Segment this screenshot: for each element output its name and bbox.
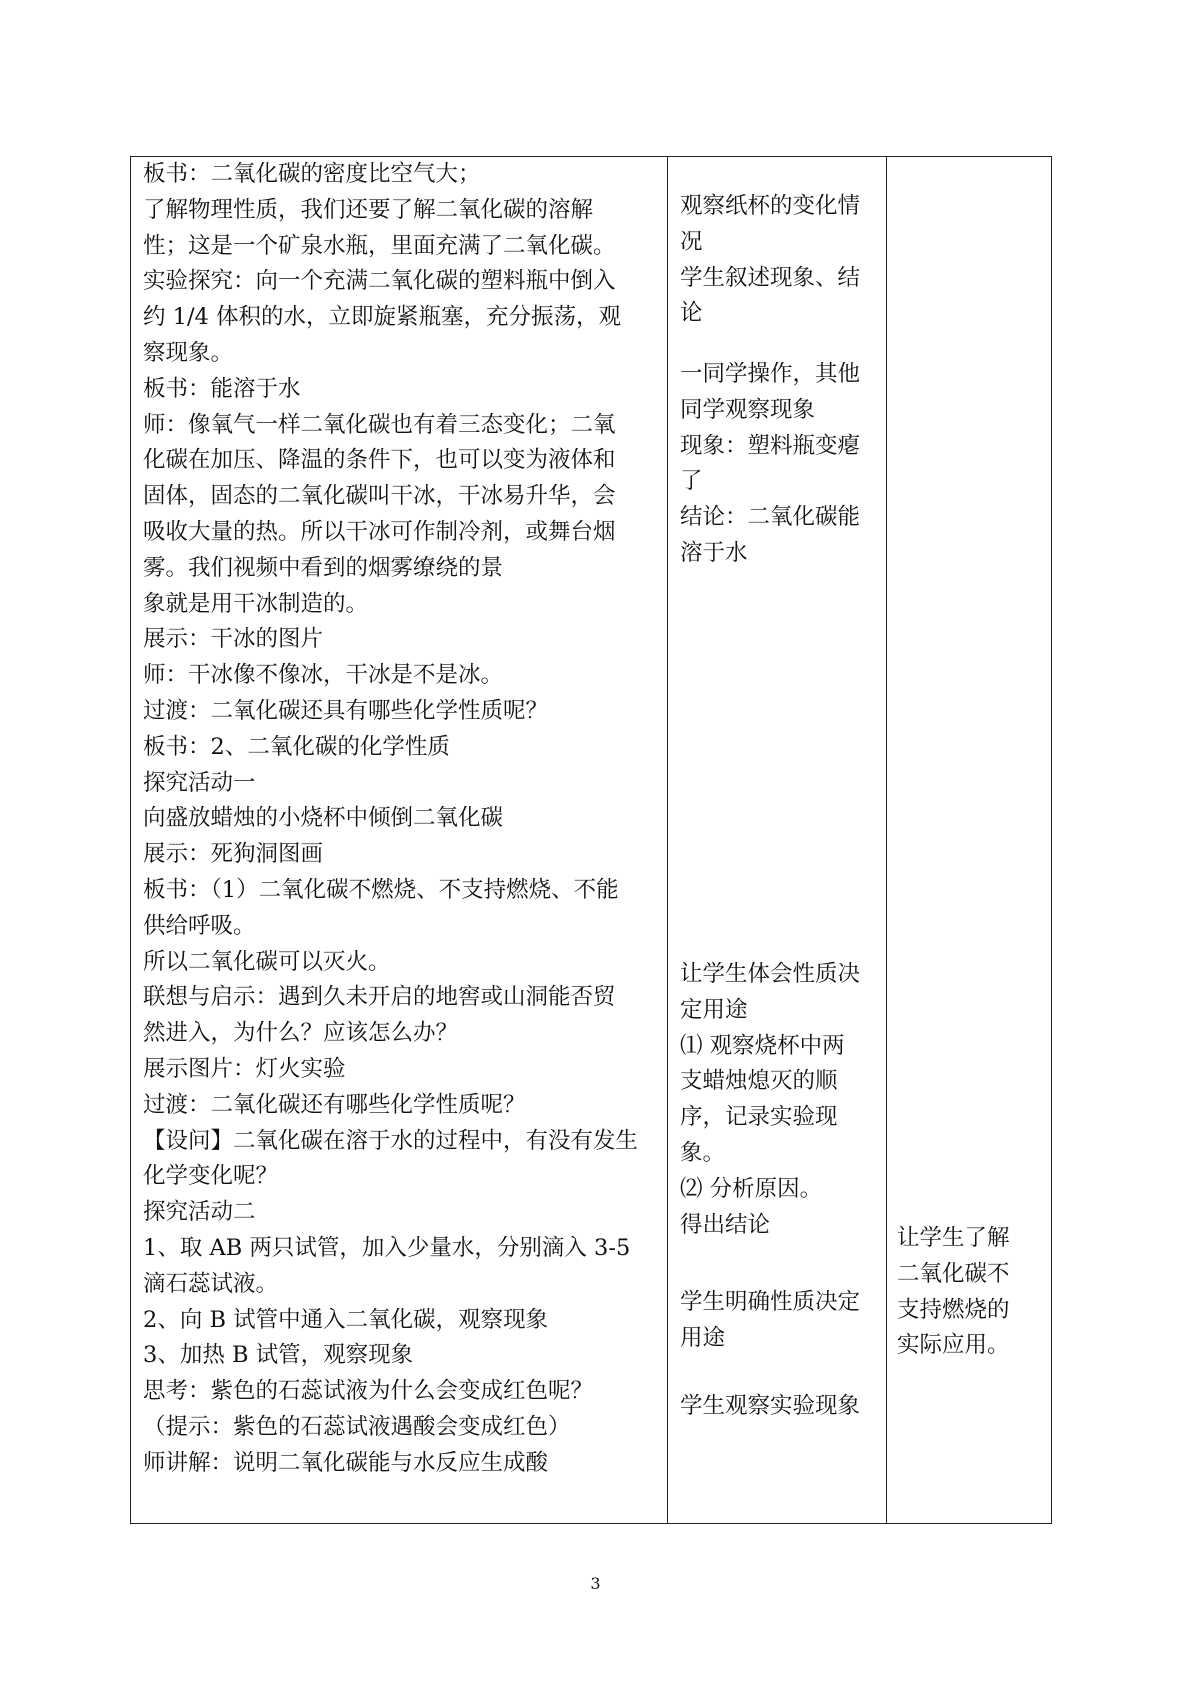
design-intent-text (887, 157, 1051, 1523)
teacher-text-line: 实验探究：向一个充满二氧化碳的塑料瓶中倒入 (143, 268, 616, 295)
student-text-line: 得出结论 (680, 1211, 771, 1238)
teacher-text-line: 板书：2、二氧化碳的化学性质 (143, 733, 450, 760)
student-text-line: 溶于水 (680, 539, 748, 566)
teacher-text-line: 板书：二氧化碳的密度比空气大； (143, 161, 481, 187)
student-activity-text (668, 157, 886, 1523)
teacher-text-line: 板书：能溶于水 (143, 375, 301, 402)
student-text-line: 学生明确性质决定 (680, 1289, 861, 1315)
teacher-text-line: 板书：（1）二氧化碳不燃烧、不支持燃烧、不能 (143, 876, 619, 903)
student-activity-block (680, 357, 882, 572)
teacher-text-line: 探究活动二 (143, 1199, 256, 1226)
teacher-text-line: 过渡：二氧化碳还具有哪些化学性质呢？ (143, 697, 549, 724)
teacher-text-line: 所以二氧化碳可以灭火。 (143, 948, 391, 975)
teacher-text-line: 过渡：二氧化碳还有哪些化学性质呢？ (143, 1091, 526, 1118)
teacher-text-line: 吸收大量的热。所以干冰可作制冷剂，或舞台烟 (143, 518, 616, 545)
teacher-text-line: 师讲解：说明二氧化碳能与水反应生成酸 (143, 1449, 549, 1476)
teacher-text-line: 滴石蕊试液。 (143, 1270, 279, 1297)
teacher-text-line: 展示图片：灯火实验 (143, 1055, 346, 1082)
teacher-text-line: 然进入，为什么？应该怎么办？ (143, 1020, 459, 1047)
student-activity-block (680, 1285, 882, 1357)
table-row (131, 157, 1052, 1524)
student-text-line: 定用途 (680, 996, 748, 1023)
student-text-line: 让学生体会性质决 (680, 961, 861, 987)
student-text-line: 学生观察实验现象 (680, 1393, 861, 1419)
lesson-plan-table (130, 156, 1052, 1524)
design-intent-block (897, 1221, 1047, 1364)
teacher-text-line: 化学变化呢？ (143, 1163, 279, 1190)
intent-text-line: 二氧化碳不 (897, 1260, 1010, 1287)
student-activity-block (680, 1389, 882, 1425)
intent-text-line: 让学生了解 (897, 1225, 1010, 1251)
student-activity-block (680, 189, 882, 332)
teacher-text-line: （提示：紫色的石蕊试液遇酸会变成红色） (143, 1413, 571, 1440)
teacher-text-line: 雾。我们视频中看到的烟雾缭绕的景 (143, 554, 504, 581)
intent-text-line: 支持燃烧的 (897, 1296, 1010, 1323)
student-text-line: 了 (680, 468, 703, 495)
student-text-line: 论 (680, 300, 703, 327)
teacher-text-line: 展示：干冰的图片 (143, 626, 324, 653)
student-text-line: 况 (680, 228, 703, 255)
teacher-text-line: 2、向 B 试管中通入二氧化碳，观察现象 (143, 1306, 549, 1333)
teacher-text-line: 师：像氧气一样二氧化碳也有着三态变化；二氧 (143, 411, 616, 438)
teacher-text-line: 师：干冰像不像冰，干冰是不是冰。 (143, 662, 504, 689)
teacher-text-line: 3、加热 B 试管，观察现象 (143, 1342, 414, 1369)
page-number: 3 (590, 1574, 601, 1593)
teacher-text-line: 向盛放蜡烛的小烧杯中倾倒二氧化碳 (143, 805, 504, 832)
teacher-text-line: 探究活动一 (143, 769, 256, 796)
student-text-line: ⑵ 分析原因。 (680, 1175, 823, 1202)
student-activity-cell (668, 157, 887, 1524)
teacher-text-line: 固体，固态的二氧化碳叫干冰，干冰易升华，会 (143, 483, 616, 510)
teacher-text-line: 供给呼吸。 (143, 912, 256, 939)
student-text-line: 结论：二氧化碳能 (680, 504, 861, 531)
student-text-line: 学生叙述现象、结 (680, 264, 861, 291)
teacher-text-line: 性；这是一个矿泉水瓶，里面充满了二氧化碳。 (143, 232, 616, 259)
student-text-line: 现象：塑料瓶变瘪 (680, 432, 861, 459)
intent-text-line: 实际应用。 (897, 1332, 1010, 1359)
student-text-line: ⑴ 观察烧杯中两 (680, 1032, 845, 1059)
student-text-line: 一同学操作，其他 (680, 361, 861, 387)
student-text-line: 观察纸杯的变化情 (680, 193, 861, 219)
teacher-text-line: 【设问】二氧化碳在溶于水的过程中，有没有发生 (143, 1127, 639, 1154)
teacher-text-line: 化碳在加压、降温的条件下，也可以变为液体和 (143, 447, 616, 474)
teacher-activity-text (131, 157, 667, 1523)
teacher-text-line: 联想与启示：遇到久未开启的地窖或山洞能否贸 (143, 984, 616, 1011)
teacher-text-line: 象就是用干冰制造的。 (143, 590, 369, 617)
design-intent-cell (887, 157, 1052, 1524)
teacher-text-line: 1、取 AB 两只试管，加入少量水，分别滴入 3-5 (143, 1234, 631, 1261)
student-text-line: 象。 (680, 1139, 726, 1166)
teacher-activity-cell (131, 157, 668, 1524)
student-text-line: 同学观察现象 (680, 396, 816, 423)
teacher-text-line: 思考：紫色的石蕊试液为什么会变成红色呢？ (143, 1378, 594, 1405)
teacher-text-line: 展示：死狗洞图画 (143, 841, 324, 868)
student-text-line: 用途 (680, 1324, 726, 1351)
student-text-line: 序，记录实验现 (680, 1104, 838, 1131)
teacher-text-line: 察现象。 (143, 339, 234, 366)
student-text-line: 支蜡烛熄灭的顺 (680, 1068, 838, 1095)
teacher-text-line: 约 1/4 体积的水，立即旋紧瓶塞，充分振荡，观 (143, 304, 622, 331)
student-activity-block (680, 957, 882, 1243)
teacher-text-line: 了解物理性质，我们还要了解二氧化碳的溶解 (143, 196, 594, 223)
